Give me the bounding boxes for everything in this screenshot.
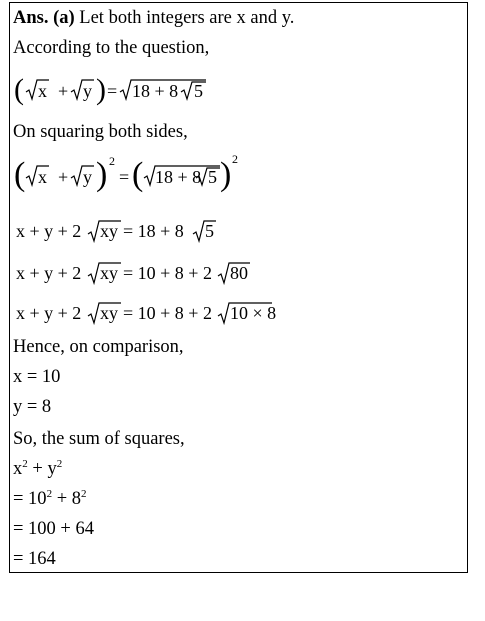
eq3-rhs-rad: 5	[205, 221, 214, 241]
sum-plus: +	[32, 459, 43, 479]
equation-5	[10, 297, 330, 327]
equation-4	[10, 257, 330, 287]
eq2-exp-rhs: 2	[232, 152, 238, 166]
eq4-rhs-rad: 80	[230, 263, 248, 283]
eq1-plus: +	[58, 81, 69, 101]
answer-box	[9, 2, 468, 573]
eq1-var-y: y	[83, 81, 92, 101]
svg-text:): )	[220, 156, 232, 193]
result-1b-exp: 2	[81, 488, 87, 500]
eq5-rhs: = 10 + 8 + 2	[123, 303, 212, 323]
sum-var-y: y	[47, 459, 57, 479]
eq2-exp-lhs: 2	[109, 154, 115, 168]
eq2-plus: +	[58, 167, 69, 187]
eq3-rhs: = 18 + 8	[123, 221, 184, 241]
svg-text:): )	[96, 156, 108, 193]
hence-line: Hence, on comparison,	[13, 337, 184, 357]
equation-2	[10, 151, 330, 197]
eq4-rad: xy	[100, 263, 118, 283]
eq5-rhs-rad: 10 × 8	[230, 303, 277, 323]
eq2-equals: =	[119, 167, 130, 187]
svg-text:(: (	[132, 156, 144, 193]
svg-text:(: (	[14, 156, 26, 193]
eq2-var-y: y	[83, 167, 92, 187]
squaring-line: On squaring both sides,	[13, 122, 188, 142]
sum-intro-line: So, the sum of squares,	[13, 429, 185, 449]
sum-exp-x: 2	[22, 458, 28, 470]
result-1a-exp: 2	[46, 488, 53, 500]
answer-intro: Let both integers are x and y.	[74, 8, 295, 28]
eq1-rhs: 18 + 8	[132, 81, 179, 101]
eq3-rad: xy	[100, 221, 118, 241]
eq3-lhs: x + y + 2	[16, 221, 82, 241]
eq4-lhs: x + y + 2	[16, 263, 82, 283]
svg-text:(: (	[14, 73, 24, 106]
x-value-line: x = 10	[13, 367, 61, 387]
eq2-rhs: 18 + 8	[155, 167, 202, 187]
result-1a: = 10	[13, 489, 47, 509]
svg-text:): )	[96, 73, 106, 106]
answer-heading	[13, 7, 294, 29]
sum-expression-line	[13, 458, 62, 480]
eq5-rad: xy	[100, 303, 118, 323]
result-line-2: = 100 + 64	[13, 519, 94, 539]
according-line: According to the question,	[13, 38, 210, 58]
eq2-var-x: x	[38, 167, 47, 187]
eq1-equals: =	[107, 81, 118, 101]
y-value-line: y = 8	[13, 397, 52, 417]
result-1b: + 8	[52, 489, 81, 509]
result-line-1	[13, 488, 87, 510]
sum-var-x: x	[13, 459, 23, 479]
eq5-lhs: x + y + 2	[16, 303, 82, 323]
answer-prefix: Ans. (a)	[13, 8, 75, 28]
result-line-3: = 164	[13, 549, 56, 569]
eq4-rhs: = 10 + 8 + 2	[123, 263, 212, 283]
sum-exp-y: 2	[56, 458, 63, 470]
equation-3	[10, 215, 330, 245]
eq1-var-x: x	[38, 81, 47, 101]
equation-1	[10, 73, 310, 109]
eq1-rhs-rad: 5	[194, 81, 203, 101]
eq2-rhs-rad: 5	[208, 167, 217, 187]
